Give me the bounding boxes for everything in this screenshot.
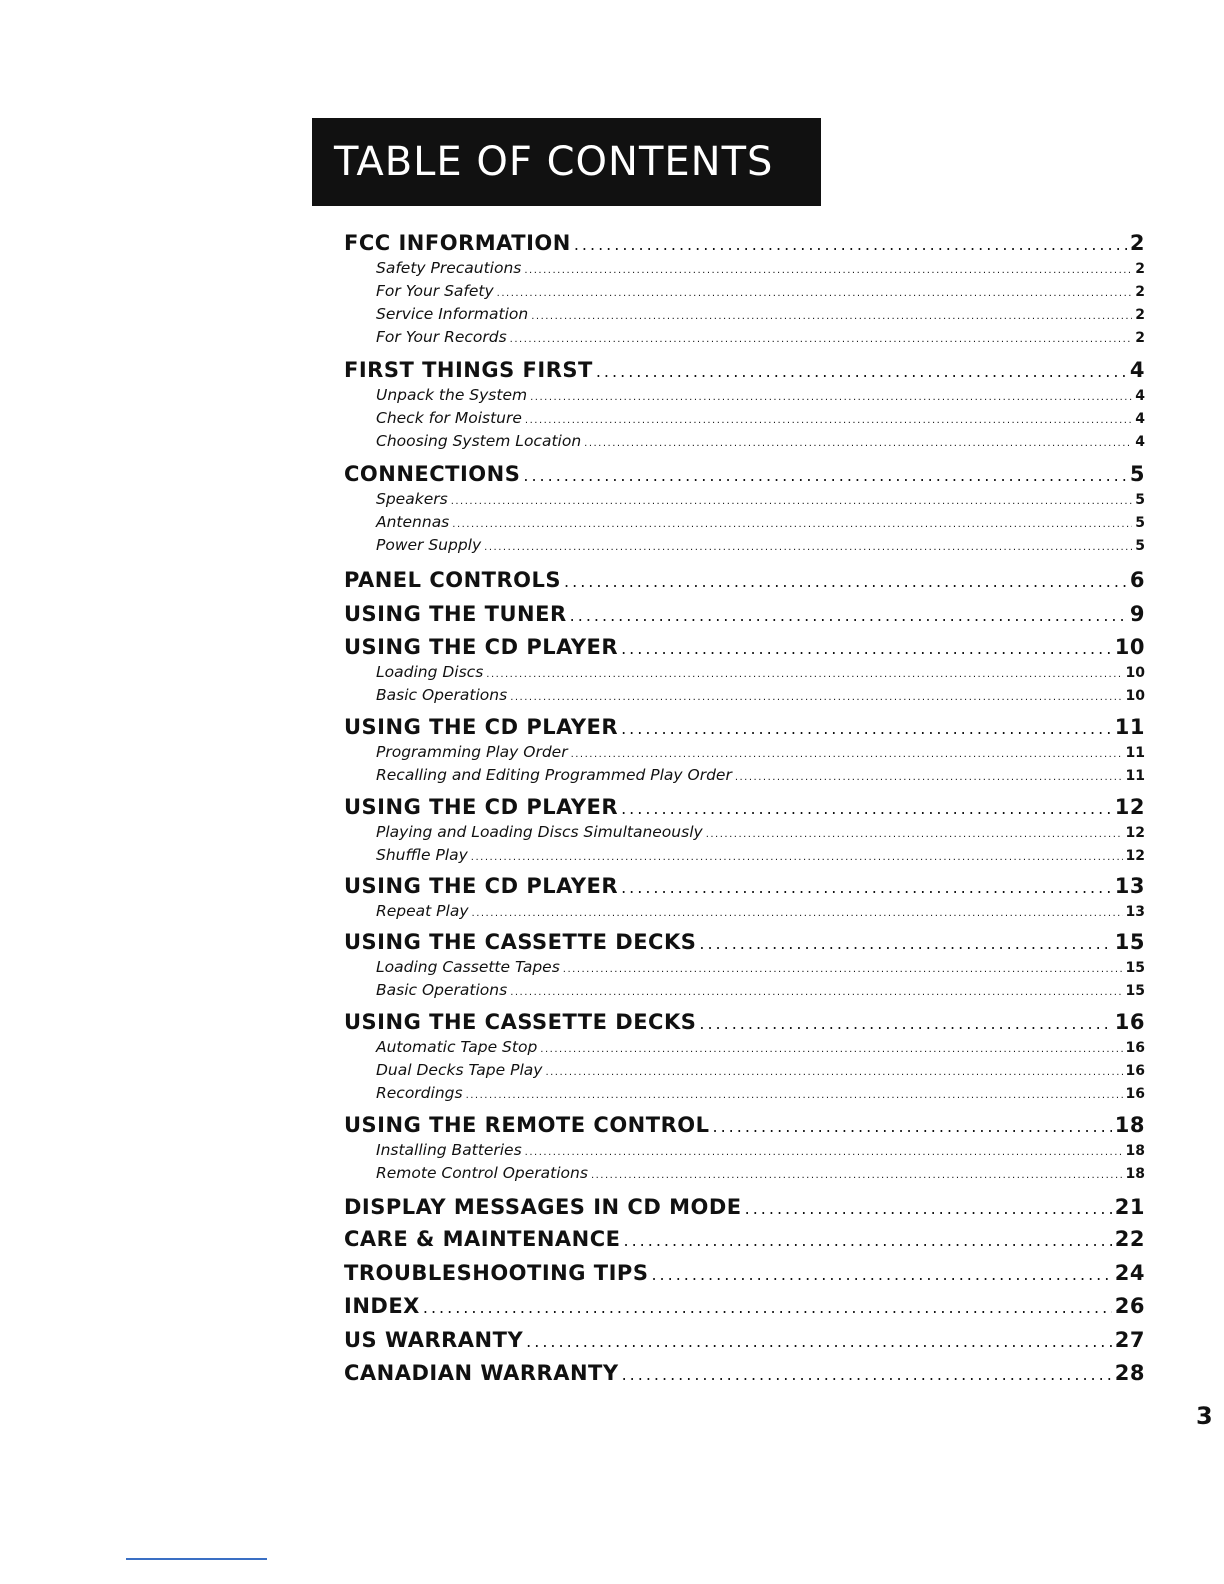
toc-section-row[interactable] xyxy=(344,1360,1145,1388)
toc-section-title: USING THE REMOTE CONTROL xyxy=(344,1113,710,1137)
toc-subsection-page: 16 xyxy=(1125,1063,1145,1079)
toc-section xyxy=(344,714,1145,788)
toc-subsection-row[interactable] xyxy=(344,822,1145,845)
toc-subsection-title: Playing and Loading Discs Simultaneously xyxy=(376,823,703,841)
toc-section-row[interactable] xyxy=(344,634,1145,662)
toc-section xyxy=(344,461,1145,558)
toc-section-page: 16 xyxy=(1114,1010,1145,1034)
leader-dots xyxy=(497,284,1133,304)
toc-subsection-page: 10 xyxy=(1125,665,1145,681)
toc-section-row[interactable] xyxy=(344,601,1145,629)
toc-subsection-page: 16 xyxy=(1125,1086,1145,1102)
toc-subsection-title: Recalling and Editing Programmed Play Order xyxy=(376,766,732,784)
toc-subsection-title: Basic Operations xyxy=(376,981,508,999)
toc-section-title: USING THE CD PLAYER xyxy=(344,874,619,898)
toc-subsection-row[interactable] xyxy=(344,385,1145,408)
toc-section-page: 6 xyxy=(1129,568,1145,592)
toc-subsection-row[interactable] xyxy=(344,765,1145,788)
toc-subsection-page: 10 xyxy=(1125,688,1145,704)
leader-dots xyxy=(452,515,1132,535)
toc-section-page: 11 xyxy=(1114,715,1145,739)
toc-subsection-page: 11 xyxy=(1125,745,1145,761)
toc-subsection-title: Loading Discs xyxy=(376,663,484,681)
leader-dots xyxy=(423,1295,1112,1321)
leader-dots xyxy=(531,307,1132,327)
toc-subsection-page: 12 xyxy=(1125,825,1145,841)
leader-dots xyxy=(591,1166,1123,1186)
toc-subsection-row[interactable] xyxy=(344,1083,1145,1106)
toc-subsection-page: 4 xyxy=(1135,411,1145,427)
toc-section xyxy=(344,1260,1145,1288)
toc-subsection-page: 13 xyxy=(1125,904,1145,920)
toc-subsection-title: Programming Play Order xyxy=(376,743,568,761)
toc-section-page: 5 xyxy=(1129,462,1145,486)
toc-subsection-page: 2 xyxy=(1135,307,1145,323)
toc-section-row[interactable] xyxy=(344,1260,1145,1288)
leader-dots xyxy=(621,875,1112,901)
toc-section-title: CARE & MAINTENANCE xyxy=(344,1227,621,1251)
toc-subsection-page: 4 xyxy=(1135,434,1145,450)
toc-section-title: INDEX xyxy=(344,1294,420,1318)
leader-dots xyxy=(735,768,1123,788)
toc-subsection-page: 4 xyxy=(1135,388,1145,404)
toc-subsection-row[interactable] xyxy=(344,304,1145,327)
toc-section-row[interactable] xyxy=(344,461,1145,489)
toc-subsection-page: 16 xyxy=(1125,1040,1145,1056)
toc-subsection-title: Loading Cassette Tapes xyxy=(376,958,560,976)
leader-dots xyxy=(525,411,1132,431)
toc-section-row[interactable] xyxy=(344,873,1145,901)
toc-subsection-title: Dual Decks Tape Play xyxy=(376,1061,543,1079)
toc-subsection-page: 5 xyxy=(1135,515,1145,531)
toc-subsection-row[interactable] xyxy=(344,957,1145,980)
toc-section xyxy=(344,1293,1145,1321)
leader-dots xyxy=(621,716,1112,742)
toc-subsection-row[interactable] xyxy=(344,742,1145,765)
toc-section xyxy=(344,1226,1145,1254)
toc-section xyxy=(344,929,1145,1003)
toc-subsection-row[interactable] xyxy=(344,685,1145,708)
toc-subsection-row[interactable] xyxy=(344,1060,1145,1083)
leader-dots xyxy=(451,492,1133,512)
leader-dots xyxy=(584,434,1132,454)
toc-section-title: CANADIAN WARRANTY xyxy=(344,1361,619,1385)
leader-dots xyxy=(484,538,1132,558)
leader-dots xyxy=(699,1011,1111,1037)
toc-subsection-page: 2 xyxy=(1135,330,1145,346)
toc-section-page: 18 xyxy=(1114,1113,1145,1137)
toc-subsection-title: Recordings xyxy=(376,1084,463,1102)
leader-dots xyxy=(571,745,1123,765)
toc-subsection-page: 18 xyxy=(1125,1143,1145,1159)
toc-section-page: 2 xyxy=(1129,231,1145,255)
toc-subsection-row[interactable] xyxy=(344,512,1145,535)
toc-section-page: 15 xyxy=(1114,930,1145,954)
toc-section-row[interactable] xyxy=(344,1293,1145,1321)
leader-dots xyxy=(570,603,1127,629)
toc-subsection-row[interactable] xyxy=(344,431,1145,454)
leader-dots xyxy=(563,960,1123,980)
toc-subsection-row[interactable] xyxy=(344,1140,1145,1163)
toc-section xyxy=(344,1194,1145,1222)
leader-dots xyxy=(510,330,1133,350)
toc-subsection-page: 15 xyxy=(1125,960,1145,976)
page-number: 3 xyxy=(1196,1402,1213,1430)
toc-section-page: 13 xyxy=(1114,874,1145,898)
toc-subsection-page: 15 xyxy=(1125,983,1145,999)
leader-dots xyxy=(712,1114,1111,1140)
toc-section-row[interactable] xyxy=(344,230,1145,258)
leader-dots xyxy=(564,569,1127,595)
toc-subsection-title: Unpack the System xyxy=(376,386,528,404)
toc-section-title: USING THE CASSETTE DECKS xyxy=(344,930,697,954)
toc-subsection-title: Automatic Tape Stop xyxy=(376,1038,538,1056)
toc-section-title: USING THE CD PLAYER xyxy=(344,715,619,739)
toc-section-page: 21 xyxy=(1114,1195,1145,1219)
toc-subsection-row[interactable] xyxy=(344,845,1145,868)
toc-subsection-row[interactable] xyxy=(344,258,1145,281)
toc-subsection-page: 12 xyxy=(1125,848,1145,864)
toc-subsection-page: 5 xyxy=(1135,538,1145,554)
toc-section-page: 12 xyxy=(1114,795,1145,819)
toc-section-row[interactable] xyxy=(344,1327,1145,1355)
toc-subsection-row[interactable] xyxy=(344,327,1145,350)
leader-dots xyxy=(745,1196,1112,1222)
toc-subsection-title: Remote Control Operations xyxy=(376,1164,588,1182)
toc-section-title: PANEL CONTROLS xyxy=(344,568,562,592)
toc-list xyxy=(344,224,1145,1388)
toc-subsection-title: Repeat Play xyxy=(376,902,469,920)
leader-dots xyxy=(510,983,1122,1003)
toc-section xyxy=(344,1327,1145,1355)
toc-subsection-row[interactable] xyxy=(344,408,1145,431)
toc-subsection-row[interactable] xyxy=(344,1037,1145,1060)
toc-section-page: 4 xyxy=(1129,358,1145,382)
leader-dots xyxy=(699,931,1111,957)
toc-section-title: FIRST THINGS FIRST xyxy=(344,358,593,382)
toc-section xyxy=(344,230,1145,350)
leader-dots xyxy=(622,1362,1112,1388)
toc-section-title: TROUBLESHOOTING TIPS xyxy=(344,1261,649,1285)
toc-section-title: USING THE CD PLAYER xyxy=(344,635,619,659)
toc-section-page: 9 xyxy=(1129,602,1145,626)
toc-subsection-title: Service Information xyxy=(376,305,529,323)
toc-subsection-page: 11 xyxy=(1125,768,1145,784)
toc-section xyxy=(344,567,1145,595)
leader-dots xyxy=(471,848,1123,868)
leader-dots xyxy=(545,1063,1122,1083)
toc-section-page: 22 xyxy=(1114,1227,1145,1251)
toc-subsection-title: For Your Records xyxy=(376,328,507,346)
toc-subsection-row[interactable] xyxy=(344,1163,1145,1186)
toc-subsection-title: Power Supply xyxy=(376,536,482,554)
toc-subsection-title: Speakers xyxy=(376,490,448,508)
toc-subsection-title: Safety Precautions xyxy=(376,259,522,277)
leader-dots xyxy=(524,261,1132,281)
toc-section xyxy=(344,601,1145,629)
toc-subsection-row[interactable] xyxy=(344,980,1145,1003)
toc-section-page: 10 xyxy=(1114,635,1145,659)
toc-subsection-title: Installing Batteries xyxy=(376,1141,522,1159)
toc-subsection-title: Shuffle Play xyxy=(376,846,468,864)
toc-section-title: FCC INFORMATION xyxy=(344,231,571,255)
leader-dots xyxy=(706,825,1123,845)
toc-section-title: CONNECTIONS xyxy=(344,462,521,486)
toc-section-title: DISPLAY MESSAGES IN CD MODE xyxy=(344,1195,742,1219)
toc-section xyxy=(344,634,1145,708)
toc-subsection-title: For Your Safety xyxy=(376,282,494,300)
toc-title: TABLE OF CONTENTS xyxy=(312,118,821,206)
footer-divider xyxy=(126,1558,267,1560)
toc-section-page: 24 xyxy=(1114,1261,1145,1285)
toc-section-row[interactable] xyxy=(344,1226,1145,1254)
toc-subsection-page: 2 xyxy=(1135,261,1145,277)
leader-dots xyxy=(540,1040,1122,1060)
toc-section-page: 28 xyxy=(1114,1361,1145,1385)
toc-subsection-page: 5 xyxy=(1135,492,1145,508)
toc-section xyxy=(344,1112,1145,1186)
toc-section-page: 27 xyxy=(1114,1328,1145,1352)
leader-dots xyxy=(530,388,1132,408)
leader-dots xyxy=(525,1143,1123,1163)
toc-subsection-title: Antennas xyxy=(376,513,450,531)
toc-section-row[interactable] xyxy=(344,1009,1145,1037)
toc-section-page: 26 xyxy=(1114,1294,1145,1318)
toc-subsection-row[interactable] xyxy=(344,535,1145,558)
toc-section-title: USING THE CD PLAYER xyxy=(344,795,619,819)
toc-section xyxy=(344,357,1145,454)
toc-subsection-row[interactable] xyxy=(344,901,1145,924)
toc-subsection-row[interactable] xyxy=(344,489,1145,512)
leader-dots xyxy=(523,463,1127,489)
toc-section xyxy=(344,1360,1145,1388)
toc-section xyxy=(344,873,1145,924)
leader-dots xyxy=(486,665,1122,685)
leader-dots xyxy=(621,636,1112,662)
toc-section-row[interactable] xyxy=(344,567,1145,595)
toc-subsection-row[interactable] xyxy=(344,662,1145,685)
leader-dots xyxy=(621,796,1112,822)
toc-subsection-page: 18 xyxy=(1125,1166,1145,1182)
toc-section-row[interactable] xyxy=(344,357,1145,385)
toc-section-title: USING THE TUNER xyxy=(344,602,567,626)
leader-dots xyxy=(526,1329,1112,1355)
leader-dots xyxy=(466,1086,1123,1106)
toc-section xyxy=(344,794,1145,868)
leader-dots xyxy=(651,1262,1111,1288)
toc-section-row[interactable] xyxy=(344,1194,1145,1222)
leader-dots xyxy=(472,904,1123,924)
toc-section-row[interactable] xyxy=(344,1112,1145,1140)
toc-subsection-row[interactable] xyxy=(344,281,1145,304)
toc-section-title: USING THE CASSETTE DECKS xyxy=(344,1010,697,1034)
leader-dots xyxy=(510,688,1122,708)
toc-section-row[interactable] xyxy=(344,794,1145,822)
toc-subsection-title: Check for Moisture xyxy=(376,409,522,427)
toc-section-row[interactable] xyxy=(344,929,1145,957)
toc-subsection-page: 2 xyxy=(1135,284,1145,300)
leader-dots xyxy=(623,1228,1111,1254)
toc-section-row[interactable] xyxy=(344,714,1145,742)
toc-section-title: US WARRANTY xyxy=(344,1328,524,1352)
toc-section xyxy=(344,1009,1145,1106)
leader-dots xyxy=(596,359,1127,385)
toc-subsection-title: Choosing System Location xyxy=(376,432,582,450)
toc-subsection-title: Basic Operations xyxy=(376,686,508,704)
leader-dots xyxy=(574,232,1127,258)
